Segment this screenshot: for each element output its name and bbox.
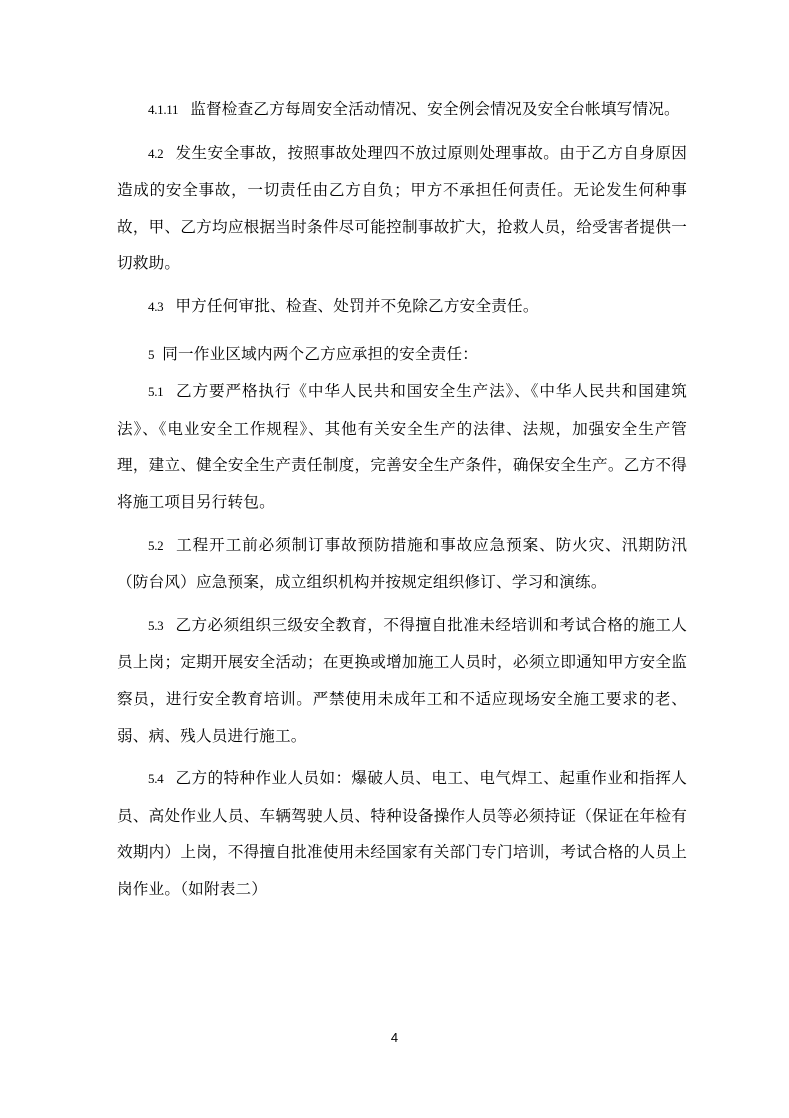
clause-number: 5.1 <box>148 384 164 400</box>
clause-number: 5.4 <box>148 771 164 787</box>
section-5-heading <box>117 336 687 374</box>
clause-text: 乙方要严格执行《中华人民共和国安全生产法》、《中华人民共和国建筑法》、《电业安全工作规程》、其他有关安全生产的法律、法规，加强安全生产管理，建立、健全安全生产责任制度，完善安全生产条件，确保安全生产。乙方不得将施工项目另行转包。 <box>117 382 687 511</box>
clause-5-3 <box>117 607 687 754</box>
clause-text: 乙方的特种作业人员如：爆破人员、电工、电气焊工、起重作业和指挥人员、高处作业人员、车辆驾驶人员、特种设备操作人员等必须持证（保证在年检有效期内）上岗，不得擅自批准使用未经国家有关部门专门培训，考试合格的人员上岗作业。（如附表二） <box>117 769 687 898</box>
clause-4-1-11 <box>117 91 687 129</box>
clause-text: 发生安全事故，按照事故处理四不放过原则处理事故。由于乙方自身原因造成的安全事故，一切责任由乙方自负；甲方不承担任何责任。无论发生何种事故，甲、乙方均应根据当时条件尽可能控制事故扩大，抢救人员，给受害者提供一切救助。 <box>117 143 687 273</box>
clause-number: 5.2 <box>148 537 164 553</box>
section-number: 5 <box>148 346 155 362</box>
clause-number: 4.1.11 <box>148 102 179 117</box>
clause-text: 监督检查乙方每周安全活动情况、安全例会情况及安全台帐填写情况。 <box>190 100 680 118</box>
clause-4-3 <box>117 288 687 326</box>
clause-number: 4.3 <box>148 298 164 314</box>
section-text: 同一作业区域内两个乙方应承担的安全责任： <box>162 344 479 363</box>
clause-text: 工程开工前必须制订事故预防措施和事故应急预案、防火灾、汛期防汛（防台风）应急预案，成立组织机构并按规定组织修订、学习和演练。 <box>117 535 687 592</box>
clause-text: 甲方任何审批、检查、处罚并不免除乙方安全责任。 <box>175 296 539 315</box>
clause-5-1 <box>117 373 687 520</box>
clause-5-4 <box>117 760 687 907</box>
clause-number: 4.2 <box>148 145 164 161</box>
clause-text: 乙方必须组织三级安全教育，不得擅自批准未经培训和考试合格的施工人员上岗；定期开展安全活动；在更换或增加施工人员时，必须立即通知甲方安全监察员，进行安全教育培训。严禁使用未成年工和不适应现场安全施工要求的老、弱、病、残人员进行施工。 <box>117 615 687 745</box>
document-body <box>117 91 687 907</box>
clause-5-2 <box>117 527 687 601</box>
clause-4-2 <box>117 135 687 282</box>
page-number: 4 <box>390 1030 399 1045</box>
clause-number: 5.3 <box>148 617 164 633</box>
